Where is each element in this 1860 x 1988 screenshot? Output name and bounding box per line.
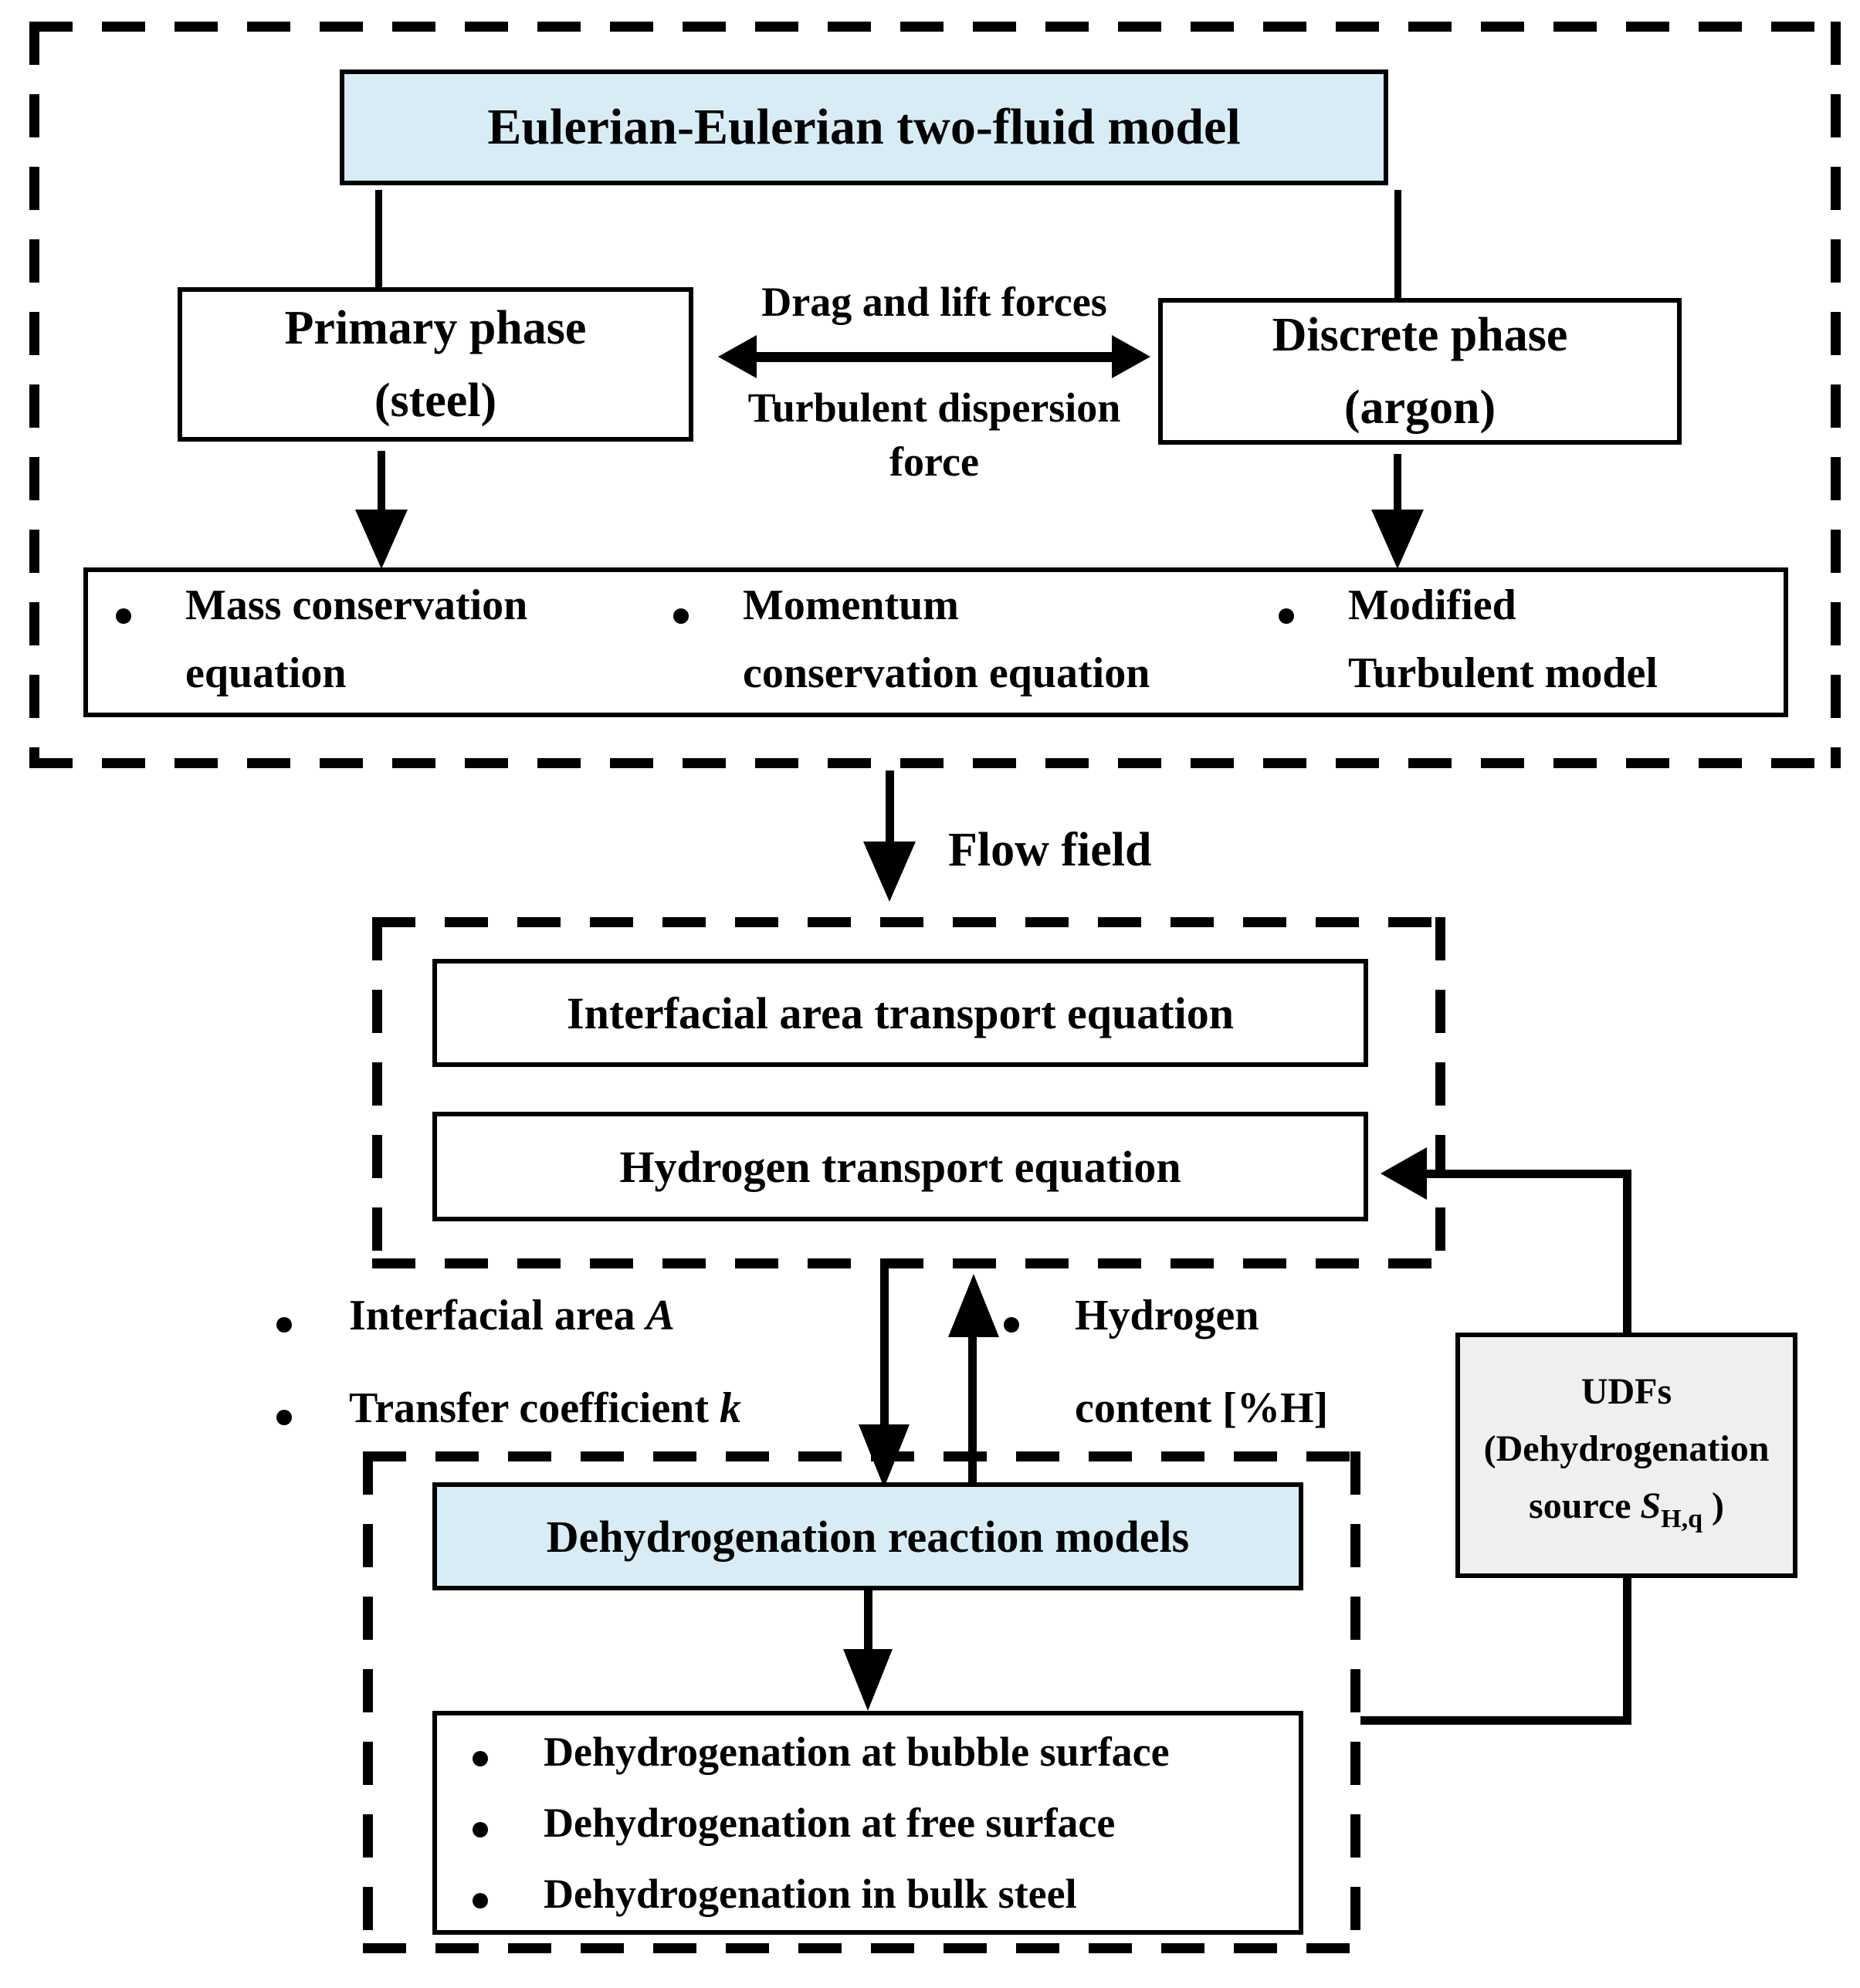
discrete-phase-box <box>1158 298 1682 445</box>
bullet-icon <box>673 608 689 624</box>
arrow-primary-to-equations <box>378 451 385 511</box>
primary-phase-label-line1: Primary phase <box>284 302 587 354</box>
interfacial-area-bullet-text: Interfacial area <box>349 1292 646 1339</box>
dashed-border-edge <box>29 22 1841 32</box>
udf-box <box>1455 1333 1797 1578</box>
mass-conservation-label-line1: Mass conservation <box>185 581 528 629</box>
bullet-icon <box>1004 1317 1019 1333</box>
arrow-primary-to-equations-head <box>355 510 408 569</box>
connector-model-to-primary <box>375 190 382 289</box>
dehydrogenation-models-box <box>432 1482 1303 1590</box>
udf-to-hydrogen-connector-horizontal <box>1425 1170 1631 1178</box>
dashed-border-edge <box>372 1258 1445 1268</box>
reaction-item-bubble-surface: Dehydrogenation at bubble surface <box>544 1729 1170 1775</box>
arrow-discrete-to-equations-head <box>1371 510 1424 569</box>
flow-field-label: Flow field <box>948 824 1152 876</box>
udf-label-line2: (Dehydrogenation <box>1483 1427 1770 1469</box>
hydrogen-content-label-line2: content [%H] <box>1075 1384 1329 1432</box>
modified-turbulent-label-line2: Turbulent model <box>1348 649 1658 697</box>
arrow-models-to-list-head <box>843 1649 893 1711</box>
double-arrow-right-head <box>1112 335 1150 378</box>
dashed-border-edge <box>29 22 39 768</box>
dashed-border-edge <box>372 917 1445 927</box>
arrow-reaction-to-transport-head <box>948 1274 999 1337</box>
two-fluid-model-box <box>340 69 1388 185</box>
dashed-border-edge <box>372 917 382 1268</box>
udf-connector-top-vertical <box>1623 1170 1631 1333</box>
hydrogen-transport-label: Hydrogen transport equation <box>619 1141 1181 1192</box>
interfacial-area-transport-label: Interfacial area transport equation <box>567 987 1234 1038</box>
bullet-icon <box>473 1893 488 1908</box>
dashed-border-edge <box>363 1451 373 1953</box>
modified-turbulent-label-line1: Modified <box>1348 581 1516 629</box>
interfacial-area-bullet-label <box>349 1291 675 1340</box>
connector-model-to-discrete <box>1394 190 1401 300</box>
dehydrogenation-models-label: Dehydrogenation reaction models <box>546 1511 1190 1562</box>
hydrogen-transport-box <box>432 1112 1368 1221</box>
interfacial-area-transport-box <box>432 959 1368 1067</box>
dashed-border-edge <box>363 1943 1360 1953</box>
flow-field-arrow <box>886 770 894 842</box>
transfer-coefficient-bullet-label <box>349 1383 741 1433</box>
udf-source-paren: ) <box>1702 1485 1724 1526</box>
bullet-icon <box>473 1822 488 1837</box>
transfer-coefficient-variable: k <box>719 1384 741 1432</box>
two-fluid-model-label: Eulerian-Eulerian two-fluid model <box>487 99 1241 155</box>
discrete-phase-label-line2: (argon) <box>1343 381 1496 434</box>
arrow-models-to-list <box>864 1590 872 1649</box>
reaction-item-free-surface: Dehydrogenation at free surface <box>544 1800 1116 1846</box>
turbulent-dispersion-label-line2: force <box>889 439 979 485</box>
interphase-double-arrow <box>750 352 1118 362</box>
dashed-border-edge <box>29 758 1841 768</box>
flow-field-arrow-head <box>863 842 916 902</box>
momentum-conservation-label-line1: Momentum <box>743 581 959 629</box>
udf-source-subscript: H,q <box>1661 1504 1702 1533</box>
dashed-border-edge <box>1350 1451 1360 1953</box>
bullet-icon <box>276 1410 292 1425</box>
arrow-discrete-to-equations <box>1394 454 1401 511</box>
drag-lift-forces-label: Drag and lift forces <box>761 279 1107 325</box>
mass-conservation-label-line2: equation <box>185 649 347 697</box>
udf-to-reaction-connector-horizontal <box>1360 1716 1631 1725</box>
udf-source-text: source <box>1529 1485 1641 1526</box>
reaction-item-bulk-steel: Dehydrogenation in bulk steel <box>544 1871 1077 1917</box>
dashed-border-edge <box>363 1451 1360 1461</box>
hydrogen-content-label-line1: Hydrogen <box>1075 1292 1259 1339</box>
udf-connector-arrowhead <box>1381 1147 1427 1200</box>
udf-connector-bottom-vertical <box>1623 1578 1631 1725</box>
primary-phase-box <box>178 287 693 442</box>
bullet-icon <box>276 1317 292 1333</box>
turbulent-dispersion-label-line1: Turbulent dispersion <box>747 384 1121 431</box>
double-arrow-left-head <box>718 335 757 378</box>
bullet-icon <box>1279 608 1294 624</box>
bullet-icon <box>116 608 131 624</box>
momentum-conservation-label-line2: conservation equation <box>743 649 1150 697</box>
primary-phase-label-line2: (steel) <box>374 374 497 427</box>
dashed-border-edge <box>1435 917 1445 1268</box>
arrow-transport-to-reaction <box>880 1268 889 1424</box>
transfer-coefficient-bullet-text: Transfer coefficient <box>349 1384 720 1432</box>
interfacial-area-variable: A <box>645 1292 675 1339</box>
dashed-border-edge <box>1831 22 1841 768</box>
udf-label-line1: UDFs <box>1580 1370 1672 1412</box>
discrete-phase-label-line1: Discrete phase <box>1272 309 1568 361</box>
udf-label-line3 <box>1529 1478 1724 1548</box>
udf-source-variable: S <box>1640 1485 1662 1526</box>
bullet-icon <box>473 1751 488 1766</box>
